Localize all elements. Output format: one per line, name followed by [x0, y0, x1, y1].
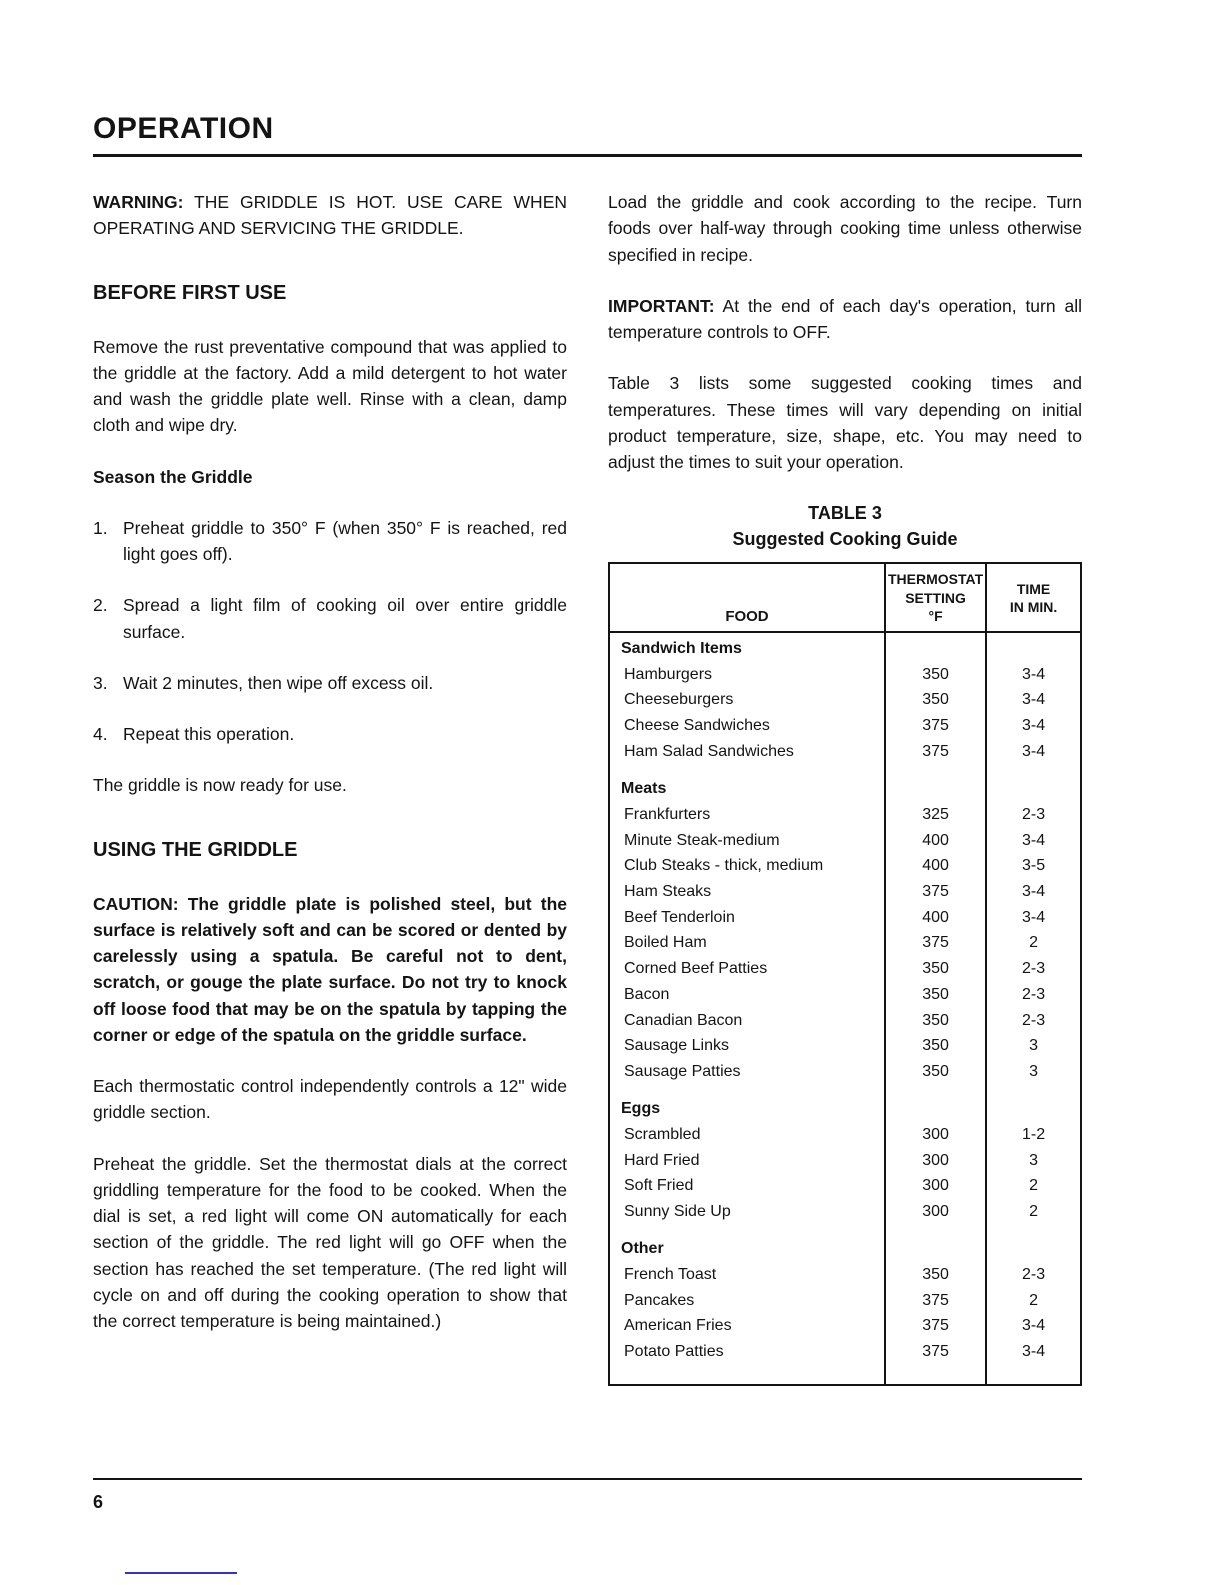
thermostat-setting-cell: 350	[885, 1034, 986, 1060]
table-row	[609, 714, 1081, 740]
table-header-time	[986, 563, 1081, 632]
before-first-use-paragraph: Remove the rust preventative compound that was applied to the griddle at the factory. Add a mild detergent to hot water and wash the griddle plate well. Rinse with a clean, damp cloth and wipe dry.	[93, 336, 567, 436]
food-cell: Frankfurters	[624, 805, 711, 823]
table-empty-cell	[986, 1085, 1081, 1122]
table-group-name: Other	[621, 1240, 664, 1258]
table-empty-cell	[986, 1225, 1081, 1262]
thermostat-setting-cell: 375	[885, 879, 986, 905]
food-cell: Bacon	[624, 985, 670, 1003]
thermostat-setting-cell: 350	[885, 688, 986, 714]
thermostat-setting-cell: 350	[885, 982, 986, 1008]
time-cell: 3	[986, 1148, 1081, 1174]
food-cell: Potato Patties	[624, 1343, 724, 1361]
time-cell: 3-4	[986, 688, 1081, 714]
thermostat-header-line: °F	[928, 607, 943, 624]
important-paragraph	[608, 293, 1082, 346]
time-cell: 2	[986, 1174, 1081, 1200]
table-row	[609, 1060, 1081, 1086]
table-row	[609, 1314, 1081, 1340]
time-cell: 3-4	[986, 714, 1081, 740]
right-column	[608, 189, 1082, 1386]
food-cell: Canadian Bacon	[624, 1011, 743, 1029]
time-cell: 2-3	[986, 982, 1081, 1008]
food-cell: Cheeseburgers	[624, 691, 734, 709]
list-item	[93, 515, 567, 568]
list-item	[93, 670, 567, 696]
table-group-name: Meats	[621, 780, 667, 798]
step-text: Wait 2 minutes, then wipe off excess oil.	[123, 672, 434, 693]
food-cell: Ham Steaks	[624, 882, 712, 900]
table-group-name: Sandwich Items	[621, 640, 742, 657]
table-row	[609, 688, 1081, 714]
thermostat-setting-cell: 350	[885, 1263, 986, 1289]
table-row	[609, 854, 1081, 880]
food-cell: Scrambled	[624, 1125, 701, 1143]
food-cell: Cheese Sandwiches	[624, 717, 770, 735]
important-label: IMPORTANT:	[608, 295, 715, 316]
time-cell: 3-4	[986, 739, 1081, 765]
list-item	[93, 721, 567, 747]
preheat-paragraph: Preheat the griddle. Set the thermostat dials at the correct griddling temperature for the food to be cooked. When the dial is set, a red light will come ON automatically for each section of the griddle. The red light will go OFF when the section has reached the set temperature. (The red light will cycle on and off during the cooking operation to show that the correct temperature is being maintained.)	[93, 1153, 567, 1331]
time-cell: 2	[986, 1200, 1081, 1226]
caution-paragraph: CAUTION: The griddle plate is polished steel, but the surface is relatively soft and can be scored or dented by carelessly using a spatula. Be careful not to dent, scratch, or gouge the plate surface. Do not try to knock off loose food that may be on the spatula by tapping the corner or edge of the spatula on the griddle surface.	[93, 893, 567, 1045]
food-cell: Boiled Ham	[624, 934, 707, 952]
table-number: TABLE 3	[808, 503, 882, 524]
table-group-name: Eggs	[621, 1100, 661, 1118]
thermostat-setting-cell: 350	[885, 957, 986, 983]
food-cell: Hamburgers	[624, 665, 713, 683]
table-group-header-row	[609, 632, 1081, 662]
food-cell: Sausage Patties	[624, 1063, 741, 1080]
ready-for-use-paragraph: The griddle is now ready for use.	[93, 775, 347, 796]
page-title: OPERATION	[93, 112, 274, 145]
table-row	[609, 1034, 1081, 1060]
subheading-season-the-griddle: Season the Griddle	[93, 466, 253, 487]
time-cell: 1-2	[986, 1122, 1081, 1148]
food-cell: French Toast	[624, 1266, 717, 1284]
table-row	[609, 1122, 1081, 1148]
list-item	[93, 592, 567, 645]
table-row	[609, 982, 1081, 1008]
time-header-line: IN MIN.	[1009, 598, 1058, 615]
table-empty-cell	[986, 632, 1081, 662]
table-group-header-row	[609, 1085, 1081, 1122]
table-row	[609, 1288, 1081, 1314]
food-cell: Corned Beef Patties	[624, 960, 768, 978]
time-cell: 3	[986, 1034, 1081, 1060]
time-cell: 3	[986, 1060, 1081, 1086]
time-header-line: TIME	[1016, 580, 1051, 597]
warning-label: WARNING:	[93, 192, 184, 212]
thermostat-header-line: THERMOSTAT	[887, 571, 984, 588]
table-empty-cell	[885, 1085, 986, 1122]
thermostat-setting-cell: 375	[885, 931, 986, 957]
step-text: Spread a light film of cooking oil over entire griddle surface.	[123, 595, 567, 642]
table-subtitle: Suggested Cooking Guide	[732, 529, 958, 550]
step-text: Preheat griddle to 350° F (when 350° F is reached, red light goes off).	[123, 517, 567, 564]
thermostat-setting-cell: 375	[885, 714, 986, 740]
time-cell: 3-4	[986, 662, 1081, 688]
table-row	[609, 739, 1081, 765]
thermostat-setting-cell: 300	[885, 1200, 986, 1226]
table-row	[609, 1263, 1081, 1289]
table-row	[609, 1148, 1081, 1174]
step-number: 2.	[93, 595, 108, 616]
step-number: 4.	[93, 724, 108, 744]
table-empty-cell	[986, 765, 1081, 802]
food-cell: Sausage Links	[624, 1037, 729, 1055]
food-cell: Club Steaks - thick, medium	[624, 857, 824, 875]
food-cell: Pancakes	[624, 1291, 695, 1309]
table-row	[609, 905, 1081, 931]
time-cell: 3-4	[986, 905, 1081, 931]
table-header-thermostat	[885, 563, 986, 632]
thermostat-setting-cell: 400	[885, 854, 986, 880]
time-cell: 2-3	[986, 1263, 1081, 1289]
warning-paragraph	[93, 189, 567, 242]
table-header-food: FOOD	[609, 563, 885, 632]
table-row	[609, 662, 1081, 688]
cooking-table-body	[609, 632, 1081, 1385]
thermostat-setting-cell: 350	[885, 1060, 986, 1086]
table-intro-paragraph: Table 3 lists some suggested cooking times and temperatures. These times will vary depending on initial product temperature, size, shape, etc. You may need to adjust the times to suit your operation.	[608, 373, 1082, 472]
thermostat-setting-cell: 300	[885, 1148, 986, 1174]
warning-text: THE GRIDDLE IS HOT. USE CARE WHEN OPERATING AND SERVICING THE GRIDDLE.	[93, 192, 567, 239]
table-row	[609, 1174, 1081, 1200]
table-row	[609, 1200, 1081, 1226]
time-cell: 2-3	[986, 1008, 1081, 1034]
load-griddle-paragraph: Load the griddle and cook according to the recipe. Turn foods over half-way through cooking time unless otherwise specified in recipe.	[608, 192, 1082, 265]
time-cell: 2-3	[986, 957, 1081, 983]
thermostat-setting-cell: 350	[885, 662, 986, 688]
time-cell: 2-3	[986, 802, 1081, 828]
two-column-layout	[93, 189, 1082, 1386]
table-row	[609, 931, 1081, 957]
time-cell: 2	[986, 1288, 1081, 1314]
table-row	[609, 879, 1081, 905]
thermostat-setting-cell: 350	[885, 1008, 986, 1034]
table-group-header-row	[609, 1225, 1081, 1262]
table-title-block	[608, 500, 1082, 552]
table-header-row	[609, 563, 1081, 632]
time-cell: 3-4	[986, 879, 1081, 905]
food-cell: Ham Salad Sandwiches	[624, 742, 794, 760]
thermostat-setting-cell: 300	[885, 1174, 986, 1200]
table-row	[609, 828, 1081, 854]
time-cell: 2	[986, 931, 1081, 957]
step-number: 1.	[93, 517, 108, 538]
time-cell: 3-4	[986, 828, 1081, 854]
thermostat-setting-cell: 375	[885, 739, 986, 765]
step-number: 3.	[93, 672, 108, 693]
table-empty-cell	[885, 1225, 986, 1262]
table-row	[609, 1008, 1081, 1034]
food-cell: Minute Steak-medium	[624, 831, 780, 849]
table-group-header-row	[609, 765, 1081, 802]
cooking-guide-table	[608, 562, 1082, 1385]
left-column	[93, 189, 567, 1386]
time-cell: 3-4	[986, 1314, 1081, 1340]
thermostat-setting-cell: 375	[885, 1288, 986, 1314]
food-cell: Soft Fried	[624, 1177, 694, 1195]
time-cell: 3-4	[986, 1340, 1081, 1385]
thermostat-setting-cell: 300	[885, 1122, 986, 1148]
heading-before-first-use: BEFORE FIRST USE	[93, 281, 287, 304]
food-cell: Hard Fried	[624, 1151, 700, 1169]
food-cell: American Fries	[624, 1317, 732, 1335]
thermostat-setting-cell: 400	[885, 905, 986, 931]
thermostat-header-line: SETTING	[905, 589, 966, 606]
thermostatic-control-paragraph: Each thermostatic control independently controls a 12" wide griddle section.	[93, 1076, 567, 1123]
important-text: At the end of each day's operation, turn all temperature controls to OFF.	[608, 295, 1082, 342]
food-cell: Beef Tenderloin	[624, 908, 735, 926]
step-text: Repeat this operation.	[123, 724, 295, 744]
food-cell: Sunny Side Up	[624, 1203, 731, 1221]
footer-link-underline	[125, 1572, 237, 1574]
heading-using-the-griddle: USING THE GRIDDLE	[93, 838, 298, 861]
table-row	[609, 802, 1081, 828]
time-cell: 3-5	[986, 854, 1081, 880]
title-rule	[93, 154, 1082, 157]
page-number: 6	[93, 1492, 104, 1512]
table-row	[609, 957, 1081, 983]
table-row	[609, 1340, 1081, 1385]
table-empty-cell	[885, 765, 986, 802]
thermostat-setting-cell: 325	[885, 802, 986, 828]
thermostat-setting-cell: 400	[885, 828, 986, 854]
thermostat-setting-cell: 375	[885, 1314, 986, 1340]
thermostat-setting-cell: 375	[885, 1340, 986, 1385]
table-empty-cell	[885, 632, 986, 662]
footer-rule	[93, 1478, 1082, 1480]
